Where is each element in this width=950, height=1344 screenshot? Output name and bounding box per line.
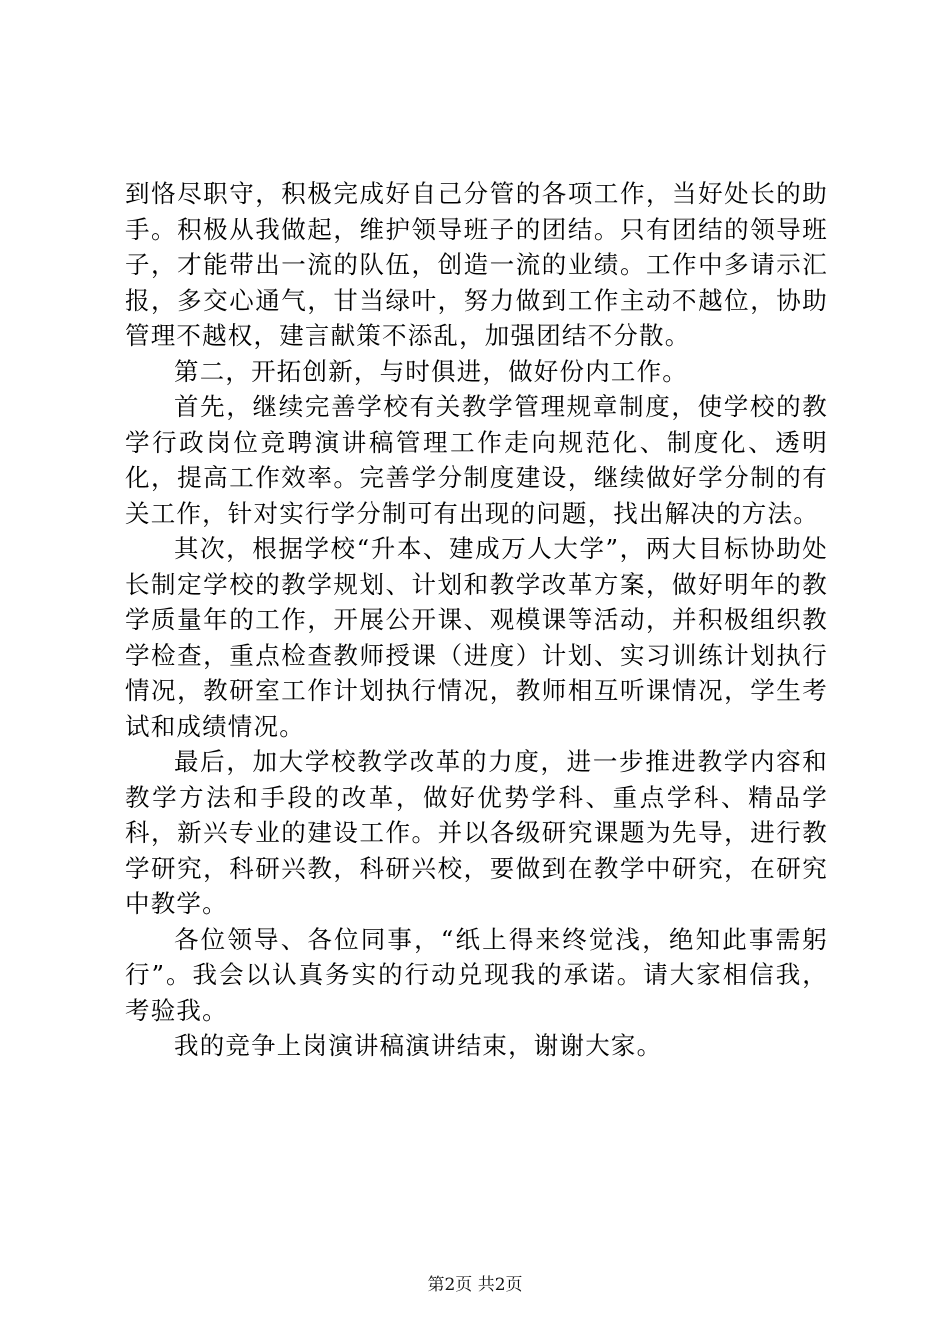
document-body <box>125 176 828 1064</box>
paragraph-next: 其次，根据学校“升本、建成万人大学”，两大目标协助处长制定学校的教学规划、计划和教学改革方案，做好明年的教学质量年的工作，开展公开课、观模课等活动，并积极组织教学检查，重点检查教师授课（进度）计划、实习训练计划执行情况，教研室工作计划执行情况，教师相互听课情况，学生考试和成绩情况。 <box>125 534 828 741</box>
paragraph-first: 首先，继续完善学校有关教学管理规章制度，使学校的教学行政岗位竞聘演讲稿管理工作走向规范化、制度化、透明化，提高工作效率。完善学分制度建设，继续做好学分制的有关工作，针对实行学分制可有出现的问题，找出解决的方法。 <box>125 392 828 528</box>
paragraph-last: 最后，加大学校教学改革的力度，进一步推进教学内容和教学方法和手段的改革，做好优势学科、重点学科、精品学科，新兴专业的建设工作。并以各级研究课题为先导，进行教学研究，科研兴教，科研兴校，要做到在教学中研究，在研究中教学。 <box>125 747 828 918</box>
paragraph-ending: 我的竞争上岗演讲稿演讲结束，谢谢大家。 <box>174 1031 663 1060</box>
page-footer: 第2页 共2页 <box>427 1275 523 1295</box>
paragraph-second-point: 第二，开拓创新，与时俱进，做好份内工作。 <box>174 356 688 386</box>
paragraph-continuation: 到恪尽职守，积极完成好自己分管的各项工作，当好处长的助手。积极从我做起，维护领导班子的团结。只有团结的领导班子，才能带出一流的队伍，创造一流的业绩。工作中多请示汇报，多交心通气，甘当绿叶，努力做到工作主动不越位，协助管理不越权，建言献策不添乱，加强团结不分散。 <box>125 179 828 350</box>
paragraph-closing-remarks: 各位领导、各位同事，“纸上得来终觉浅，绝知此事需躬行”。我会以认真务实的行动兑现我的承诺。请大家相信我，考验我。 <box>125 924 828 1025</box>
